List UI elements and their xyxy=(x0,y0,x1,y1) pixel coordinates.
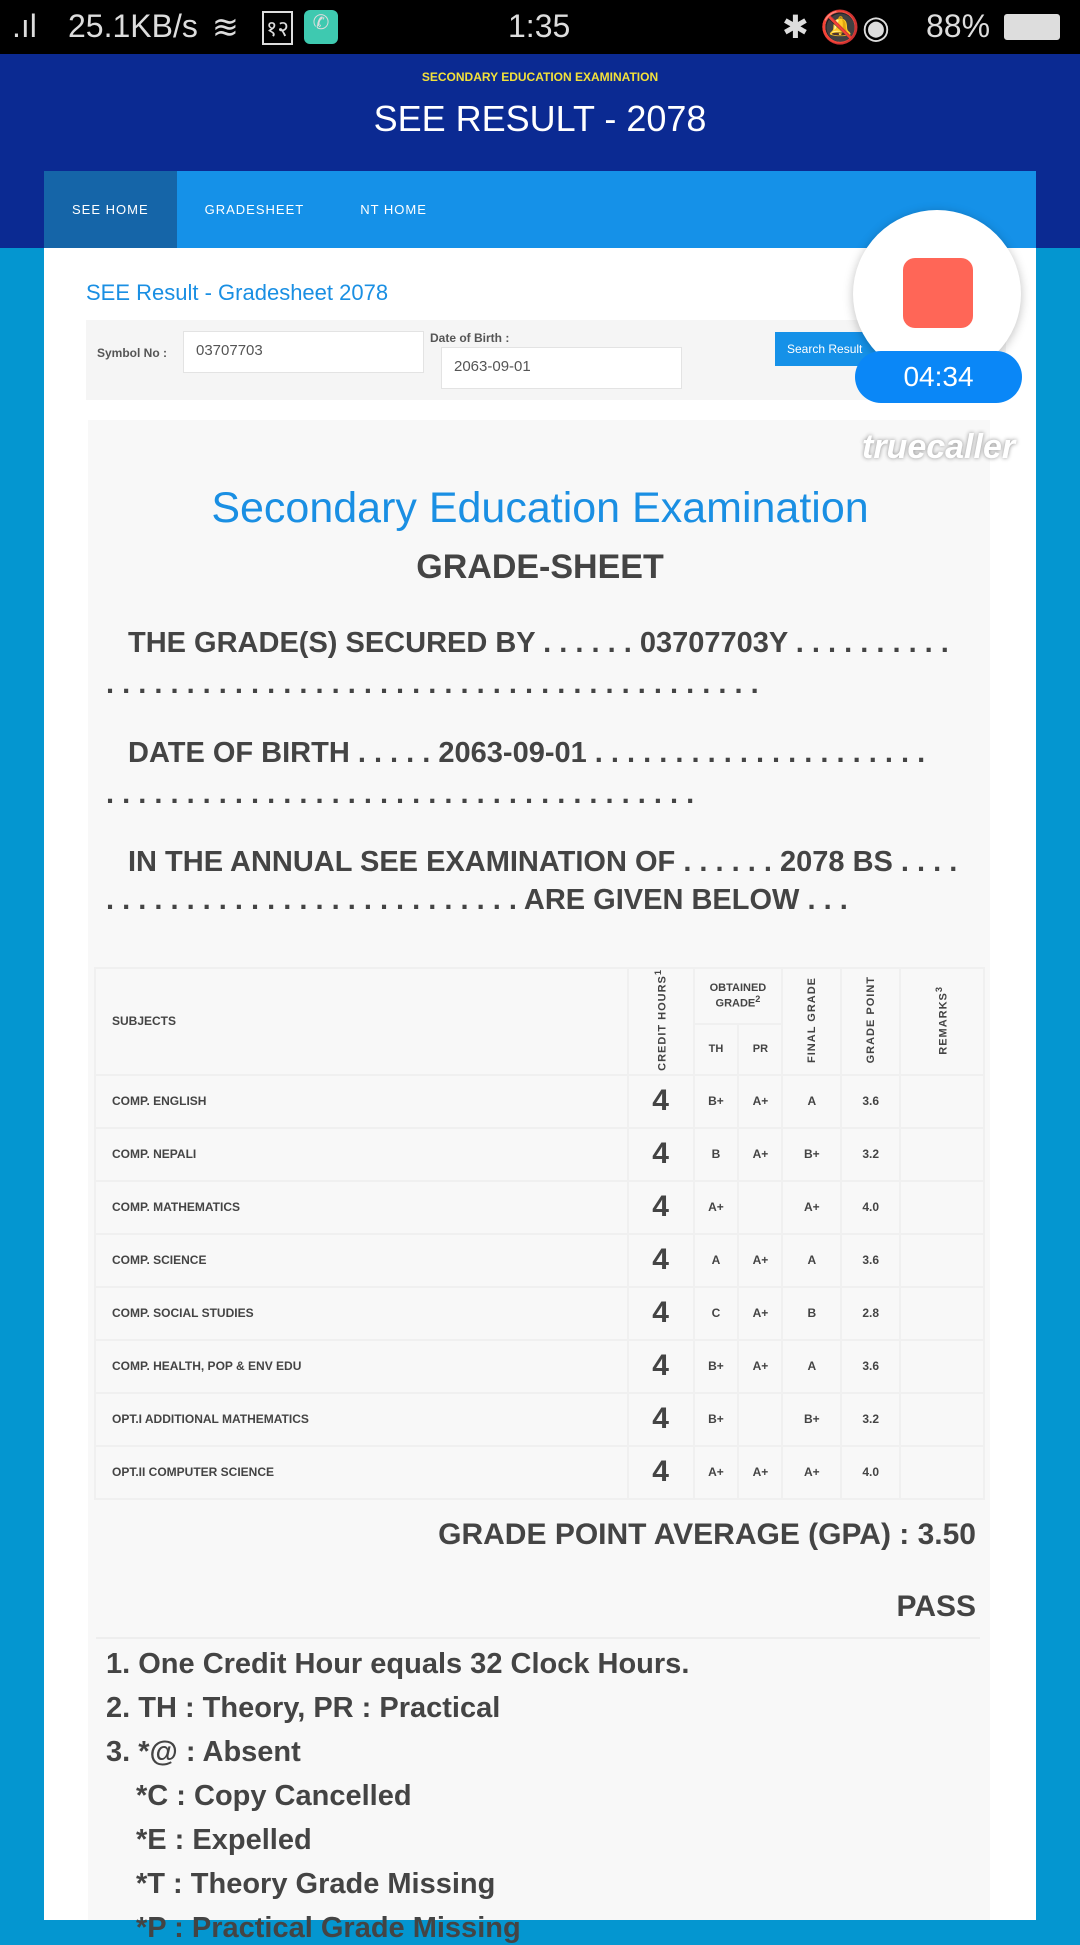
sheet-title: Secondary Education Examination xyxy=(211,484,869,532)
cell-final: A+ xyxy=(782,1181,841,1234)
symbol-label: Symbol No : xyxy=(97,346,168,360)
cell-remarks xyxy=(900,1393,984,1446)
note: *T : Theory Grade Missing xyxy=(136,1868,496,1900)
header-credit: CREDIT HOURS$^1$ xyxy=(628,968,694,1075)
header-pr: PR xyxy=(738,1024,782,1075)
dob-input[interactable]: 2063-09-01 xyxy=(441,347,682,389)
battery-percent: 88% xyxy=(926,8,991,44)
signal-icon: .ıl xyxy=(12,8,37,44)
cell-grade-point: 4.0 xyxy=(841,1446,900,1499)
battery-icon xyxy=(1004,14,1060,40)
header-final: FINAL GRADE xyxy=(782,968,841,1075)
cell-credit: 4 xyxy=(628,1393,694,1446)
note: 3. *@ : Absent xyxy=(106,1736,301,1768)
note: 1. One Credit Hour equals 32 Clock Hours. xyxy=(106,1648,690,1680)
table-row xyxy=(95,1446,984,1499)
cell-remarks xyxy=(900,1340,984,1393)
cell-credit: 4 xyxy=(628,1181,694,1234)
cell-pr: A+ xyxy=(738,1287,782,1340)
cell-pr: A+ xyxy=(738,1128,782,1181)
call-icon: ✆ xyxy=(304,10,338,44)
cell-pr: A+ xyxy=(738,1234,782,1287)
note: *C : Copy Cancelled xyxy=(136,1780,412,1812)
cell-remarks xyxy=(900,1181,984,1234)
header-subtitle: SECONDARY EDUCATION EXAMINATION xyxy=(421,70,659,84)
mute-bell-icon: 🔕 xyxy=(820,9,860,45)
nav-nt-home[interactable]: NT HOME xyxy=(360,202,427,217)
divider xyxy=(96,1637,980,1639)
cell-th: B+ xyxy=(694,1340,739,1393)
note: *P : Practical Grade Missing xyxy=(136,1912,521,1944)
search-result-button[interactable]: Search Result xyxy=(775,332,885,366)
secured-line-cont: . . . . . . . . . . . . . . . . . . . . . . . . . . . . . . . . . . . . . . . . . xyxy=(106,668,759,700)
cell-credit: 4 xyxy=(628,1234,694,1287)
header-subjects: SUBJECTS xyxy=(95,968,628,1075)
secured-line: THE GRADE(S) SECURED BY . . . . . . 03707703Y . . . . . . . . . . xyxy=(128,627,949,659)
cell-th: B+ xyxy=(694,1393,739,1446)
cell-subject: COMP. SCIENCE xyxy=(95,1234,628,1287)
cell-credit: 4 xyxy=(628,1128,694,1181)
note: *E : Expelled xyxy=(136,1824,312,1856)
cell-grade-point: 3.2 xyxy=(841,1128,900,1181)
cell-pr: A+ xyxy=(738,1446,782,1499)
dob-label: Date of Birth : xyxy=(430,331,510,345)
cell-th: A+ xyxy=(694,1181,739,1234)
cell-final: B+ xyxy=(782,1393,841,1446)
page-heading: SEE Result - Gradesheet 2078 xyxy=(86,280,389,305)
cell-grade-point: 3.6 xyxy=(841,1234,900,1287)
cell-pr xyxy=(738,1393,782,1446)
note: 2. TH : Theory, PR : Practical xyxy=(106,1692,501,1724)
cell-final: A xyxy=(782,1340,841,1393)
wifi-icon: ≋ xyxy=(212,9,239,45)
cell-grade-point: 3.2 xyxy=(841,1393,900,1446)
table-row xyxy=(95,1393,984,1446)
eye-icon: ◉ xyxy=(862,9,890,45)
header-obtained: OBTAINED GRADE$^2$ xyxy=(694,968,783,1024)
nav-gradesheet[interactable]: GRADESHEET xyxy=(204,202,305,217)
cell-subject: OPT.II COMPUTER SCIENCE xyxy=(95,1446,628,1499)
cell-final: A xyxy=(782,1234,841,1287)
cell-subject: COMP. NEPALI xyxy=(95,1128,628,1181)
symbol-input[interactable]: 03707703 xyxy=(183,331,424,373)
cell-final: B xyxy=(782,1287,841,1340)
cell-grade-point: 3.6 xyxy=(841,1340,900,1393)
cell-subject: COMP. SOCIAL STUDIES xyxy=(95,1287,628,1340)
cell-remarks xyxy=(900,1287,984,1340)
cell-subject: COMP. MATHEMATICS xyxy=(95,1181,628,1234)
gpa: GRADE POINT AVERAGE (GPA) : 3.50 xyxy=(438,1518,976,1551)
table-row xyxy=(95,1128,984,1181)
header-grade-point: GRADE POINT xyxy=(841,968,900,1075)
cell-remarks xyxy=(900,1234,984,1287)
cell-grade-point: 3.6 xyxy=(841,1075,900,1128)
header-title: SEE RESULT - 2078 xyxy=(373,98,707,139)
cell-pr: A+ xyxy=(738,1075,782,1128)
exam-line-cont: . . . . . . . . . . . . . . . . . . . . . . . . . . ARE GIVEN BELOW . . . xyxy=(106,884,848,916)
bluetooth-icon: ✱ xyxy=(782,9,809,45)
header-remarks: REMARKS$^3$ xyxy=(900,968,984,1075)
cell-grade-point: 2.8 xyxy=(841,1287,900,1340)
cell-th: B xyxy=(694,1128,739,1181)
nav-see-home[interactable]: SEE HOME xyxy=(44,171,177,248)
cell-credit: 4 xyxy=(628,1340,694,1393)
table-row xyxy=(95,1234,984,1287)
cell-final: B+ xyxy=(782,1128,841,1181)
truecaller-logo: truecaller xyxy=(862,428,1016,466)
cell-grade-point: 4.0 xyxy=(841,1181,900,1234)
sheet-subtitle: GRADE-SHEET xyxy=(416,548,664,586)
cell-credit: 4 xyxy=(628,1287,694,1340)
cell-subject: OPT.I ADDITIONAL MATHEMATICS xyxy=(95,1393,628,1446)
cell-credit: 4 xyxy=(628,1446,694,1499)
dob-line: DATE OF BIRTH . . . . . 2063-09-01 . . . . . . . . . . . . . . . . . . . . . xyxy=(128,737,926,769)
cell-subject: COMP. HEALTH, POP & ENV EDU xyxy=(95,1340,628,1393)
network-speed: 25.1KB/s xyxy=(68,8,198,44)
table-row xyxy=(95,1340,984,1393)
cell-remarks xyxy=(900,1128,984,1181)
cell-pr xyxy=(738,1181,782,1234)
table-row xyxy=(95,1287,984,1340)
cell-pr: A+ xyxy=(738,1340,782,1393)
cell-credit: 4 xyxy=(628,1075,694,1128)
exam-line: IN THE ANNUAL SEE EXAMINATION OF . . . . . . 2078 BS . . . . xyxy=(128,846,958,878)
cell-remarks xyxy=(900,1075,984,1128)
grades-table xyxy=(94,967,985,1500)
cell-subject: COMP. ENGLISH xyxy=(95,1075,628,1128)
cell-final: A xyxy=(782,1075,841,1128)
header-th: TH xyxy=(694,1024,739,1075)
cell-final: A+ xyxy=(782,1446,841,1499)
cell-th: B+ xyxy=(694,1075,739,1128)
cell-remarks xyxy=(900,1446,984,1499)
cell-th: C xyxy=(694,1287,739,1340)
cell-th: A xyxy=(694,1234,739,1287)
clock: 1:35 xyxy=(508,8,571,44)
cell-th: A+ xyxy=(694,1446,739,1499)
stop-recording-icon[interactable] xyxy=(903,258,973,328)
carrier-badge: १२ xyxy=(262,11,293,45)
table-row xyxy=(95,1075,984,1128)
status-bar xyxy=(0,0,1080,54)
recording-timer: 04:34 xyxy=(855,351,1022,403)
table-row xyxy=(95,1181,984,1234)
dob-line-cont: . . . . . . . . . . . . . . . . . . . . . . . . . . . . . . . . . . . . . xyxy=(106,778,695,810)
result-status: PASS xyxy=(896,1590,976,1623)
